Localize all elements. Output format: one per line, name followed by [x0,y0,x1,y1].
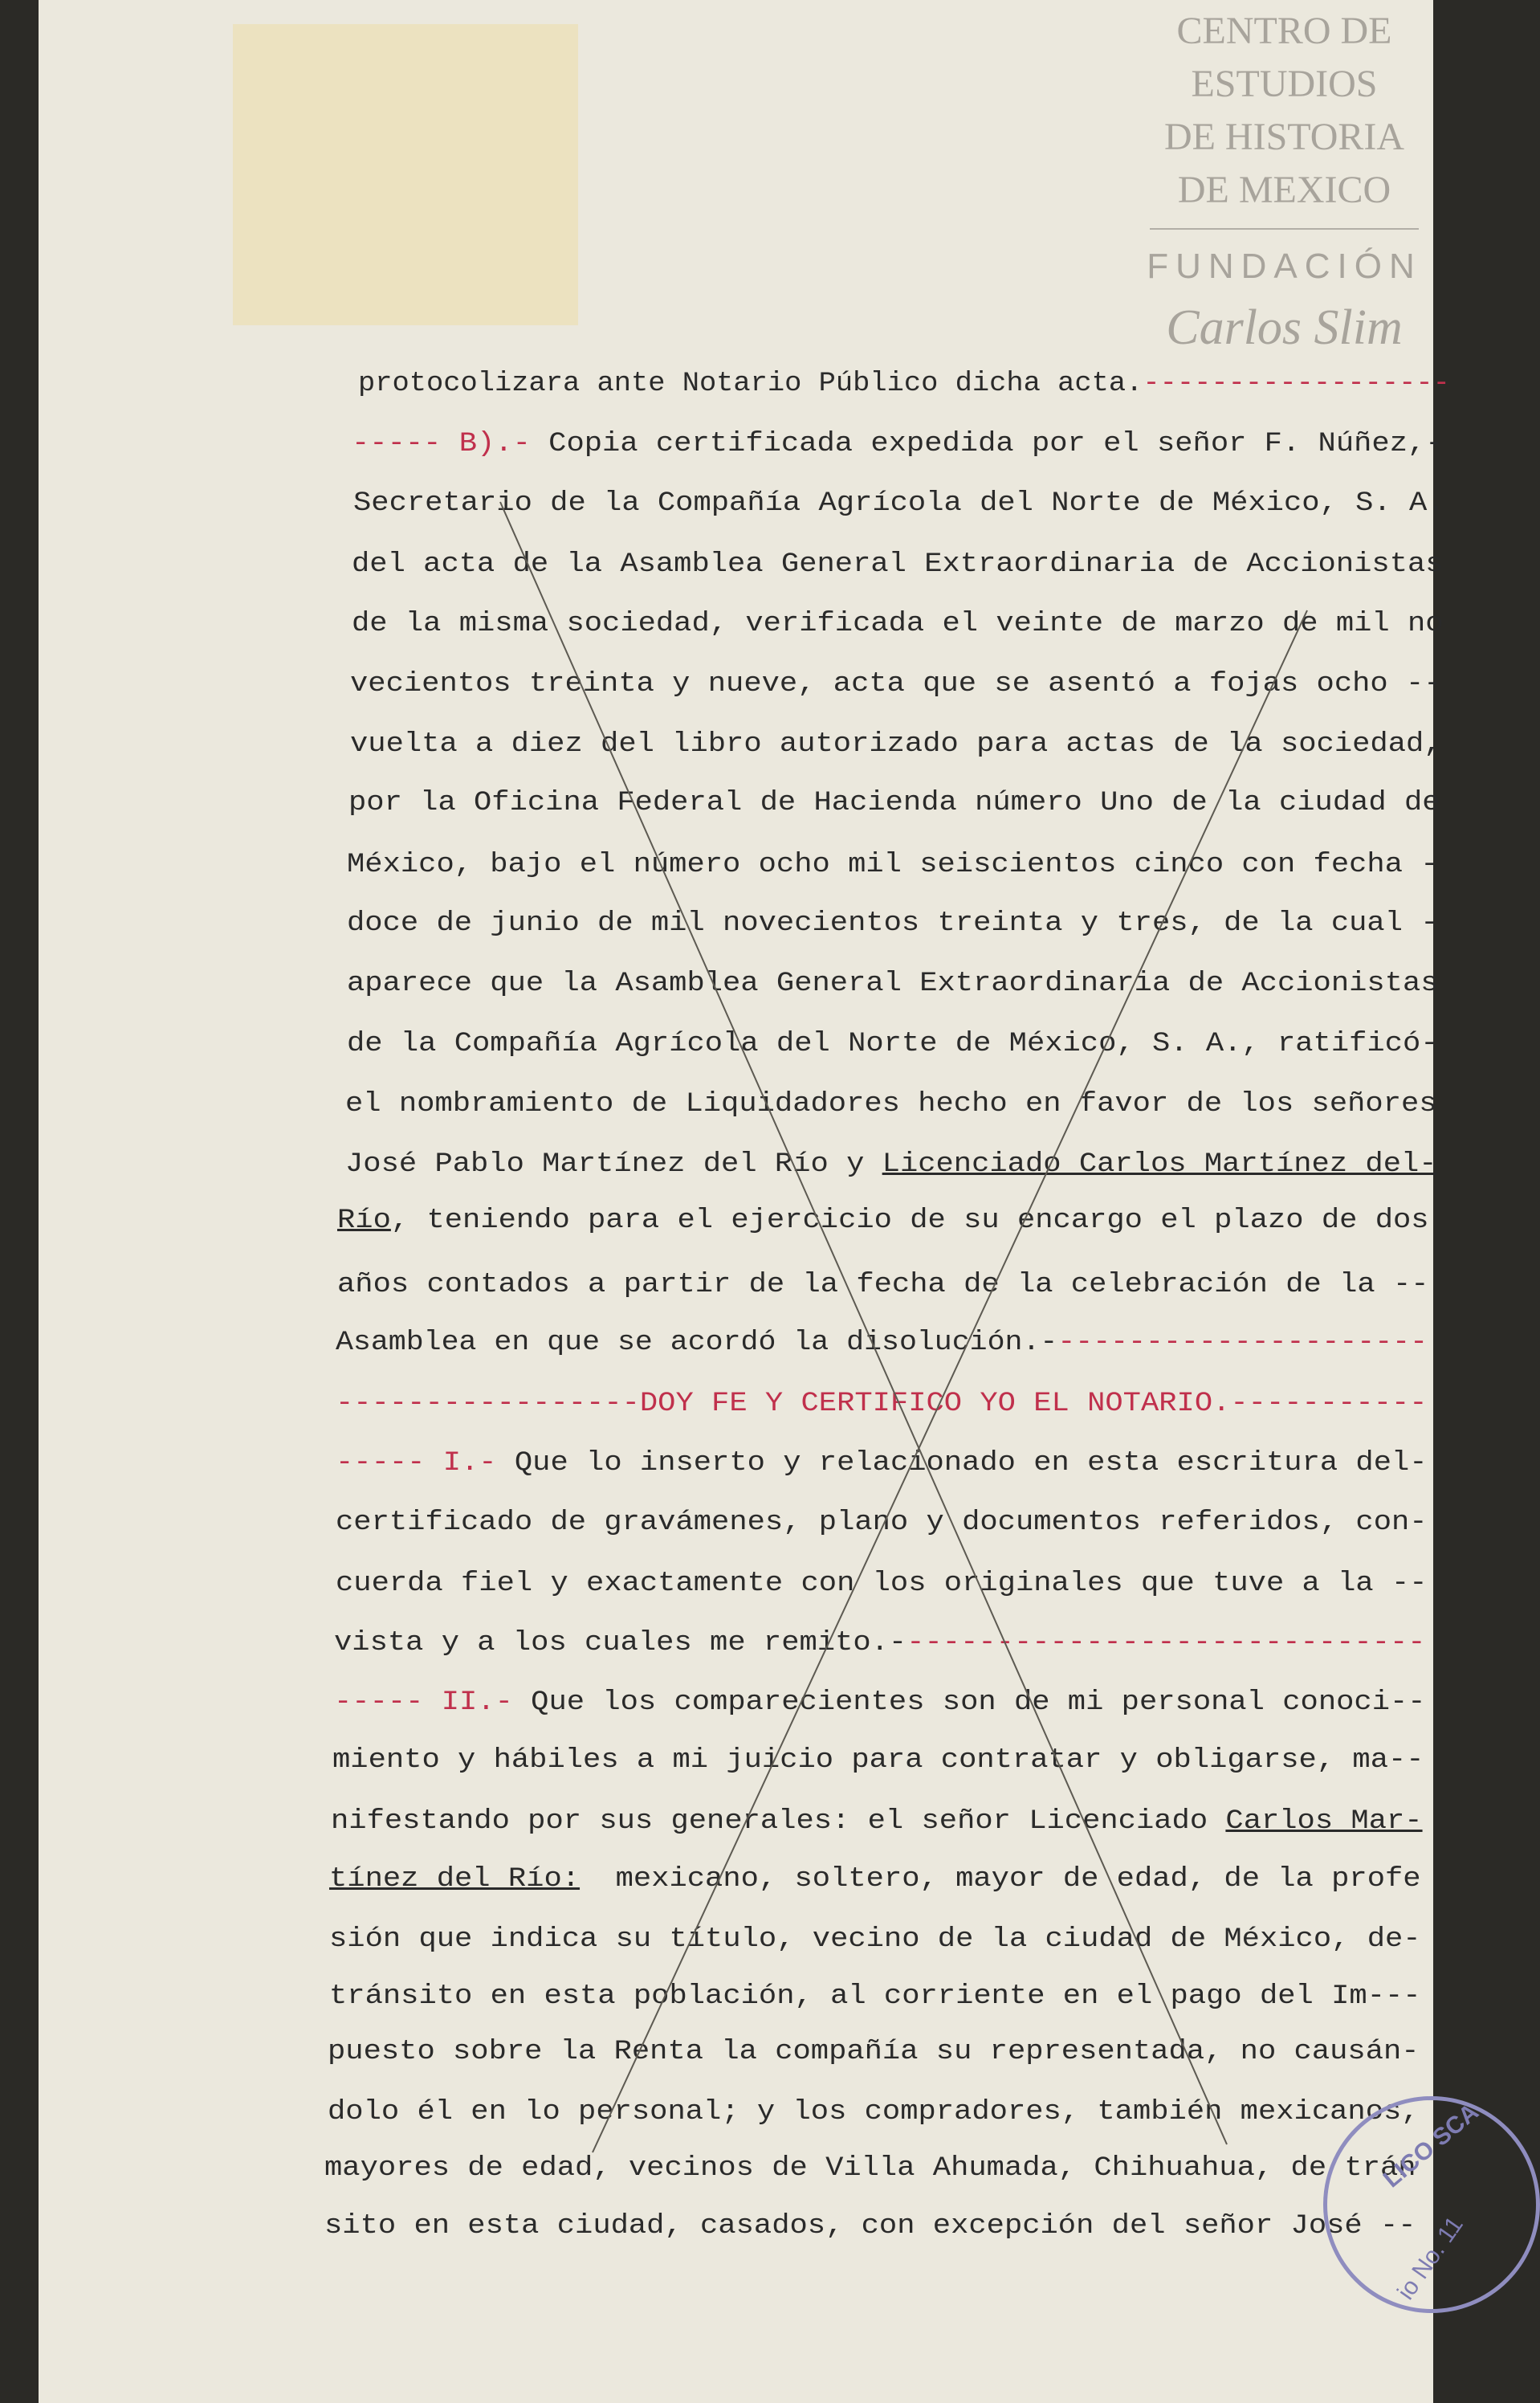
text-segment: vuelta a diez del libro autorizado para actas de la sociedad, [350,729,1442,760]
text-segment: sito en esta ciudad, casados, con excepción del señor José -- [324,2211,1416,2242]
watermark-brand: FUNDACIÓN [1147,247,1422,286]
text-segment: certificado de gravámenes, plano y documentos referidos, con- [336,1507,1428,1538]
text-segment: del acta de la Asamblea General Extraordinaria de Accionistas [352,549,1444,580]
text-segment: Asamblea en que se acordó la disolución.- [336,1328,1058,1358]
cross-stroke-up [593,610,1307,2152]
text-segment: de la misma sociedad, verificada el veinte de marzo de mil no [352,609,1444,639]
text-segment: Que lo inserto y relacionado en esta escritura del- [514,1448,1428,1479]
text-segment: México, bajo el número ocho mil seiscientos cinco con fecha - [347,850,1439,880]
underlined-name: Río [337,1206,391,1236]
watermark-signature: Carlos Slim [1166,300,1403,355]
red-dash-segment: ----------------------------- [906,1628,1426,1658]
watermark-line: ESTUDIOS [1191,63,1378,105]
watermark-line: DE MEXICO [1177,169,1391,211]
text-segment: José Pablo Martínez del Río y [345,1149,882,1180]
underlined-name: Licenciado Carlos Martínez del- [882,1149,1437,1180]
notary-seal [1323,2096,1540,2313]
text-segment: el nombramiento de Liquidadores hecho en favor de los señores [345,1089,1437,1120]
text-segment: por la Oficina Federal de Hacienda número Uno de la ciudad de [348,788,1440,818]
seal-text-top: LICO SCA [1378,2098,1484,2193]
document-page [39,0,1484,2403]
text-segment: de la Compañía Agrícola del Norte de México, S. A., ratificó- [347,1029,1439,1059]
cancellation-cross-mark [39,0,1433,2403]
text-segment: mexicano, soltero, mayor de edad, de la profe [580,1864,1421,1895]
red-dash-segment: ----- II.- [334,1687,532,1718]
text-segment: puesto sobre la Renta la compañía su representada, no causán- [328,2037,1420,2067]
text-segment: dolo él en lo personal; y los compradores, también mexicanos, [328,2097,1420,2128]
text-segment: mayores de edad, vecinos de Villa Ahumada, Chihuahua, de trán [324,2153,1416,2184]
text-segment: cuerda fiel y exactamente con los originales que tuve a la -- [336,1569,1428,1599]
text-segment: nifestando por sus generales: el señor Licenciado [331,1806,1226,1837]
text-segment: Que los comparecientes son de mi personal conoci-- [531,1687,1426,1718]
text-segment: aparece que la Asamblea General Extraordinaria de Accionistas [347,969,1439,999]
cross-stroke-down [500,502,1227,2144]
text-segment: vecientos treinta y nueve, acta que se asentó a fojas ocho -- [350,669,1442,700]
text-segment: años contados a partir de la fecha de la celebración de la -- [337,1270,1429,1300]
underlined-name: tínez del Río: [329,1864,581,1895]
red-dash-segment: --------------------- [1057,1328,1428,1358]
watermark-line: DE HISTORIA [1163,116,1405,158]
red-dash-segment: ----- B).- [352,429,549,459]
text-segment: vista y a los cuales me remito.- [334,1628,907,1658]
text-segment: Secretario de la Compañía Agrícola del Norte de México, S. A. [353,488,1445,519]
red-dash-segment: ----- I.- [336,1448,515,1479]
watermark-line: CENTRO DE [1176,10,1392,52]
red-dash-segment: ------------------ [1143,369,1450,399]
text-segment: sión que indica su título, vecino de la ciudad de México, de- [329,1924,1421,1955]
seal-text-bottom: io No. 11 [1392,2211,1469,2305]
text-segment: Copia certificada expedida por el señor F. Núñez,- [548,429,1444,459]
text-segment: tránsito en esta población, al corriente en el pago del Im--- [329,1981,1421,2012]
text-segment: doce de junio de mil novecientos treinta y tres, de la cual - [347,908,1439,939]
text-segment: protocolizara ante Notario Público dicha acta. [358,369,1143,399]
text-segment: miento y hábiles a mi juicio para contratar y obligarse, ma-- [332,1745,1424,1776]
red-dash-segment: -----------------DOY FE Y CERTIFICO YO EL NOTARIO.----------- [336,1389,1428,1419]
underlined-name: Carlos Mar- [1225,1806,1423,1837]
text-segment: , teniendo para el ejercicio de su encargo el plazo de dos [390,1206,1429,1236]
